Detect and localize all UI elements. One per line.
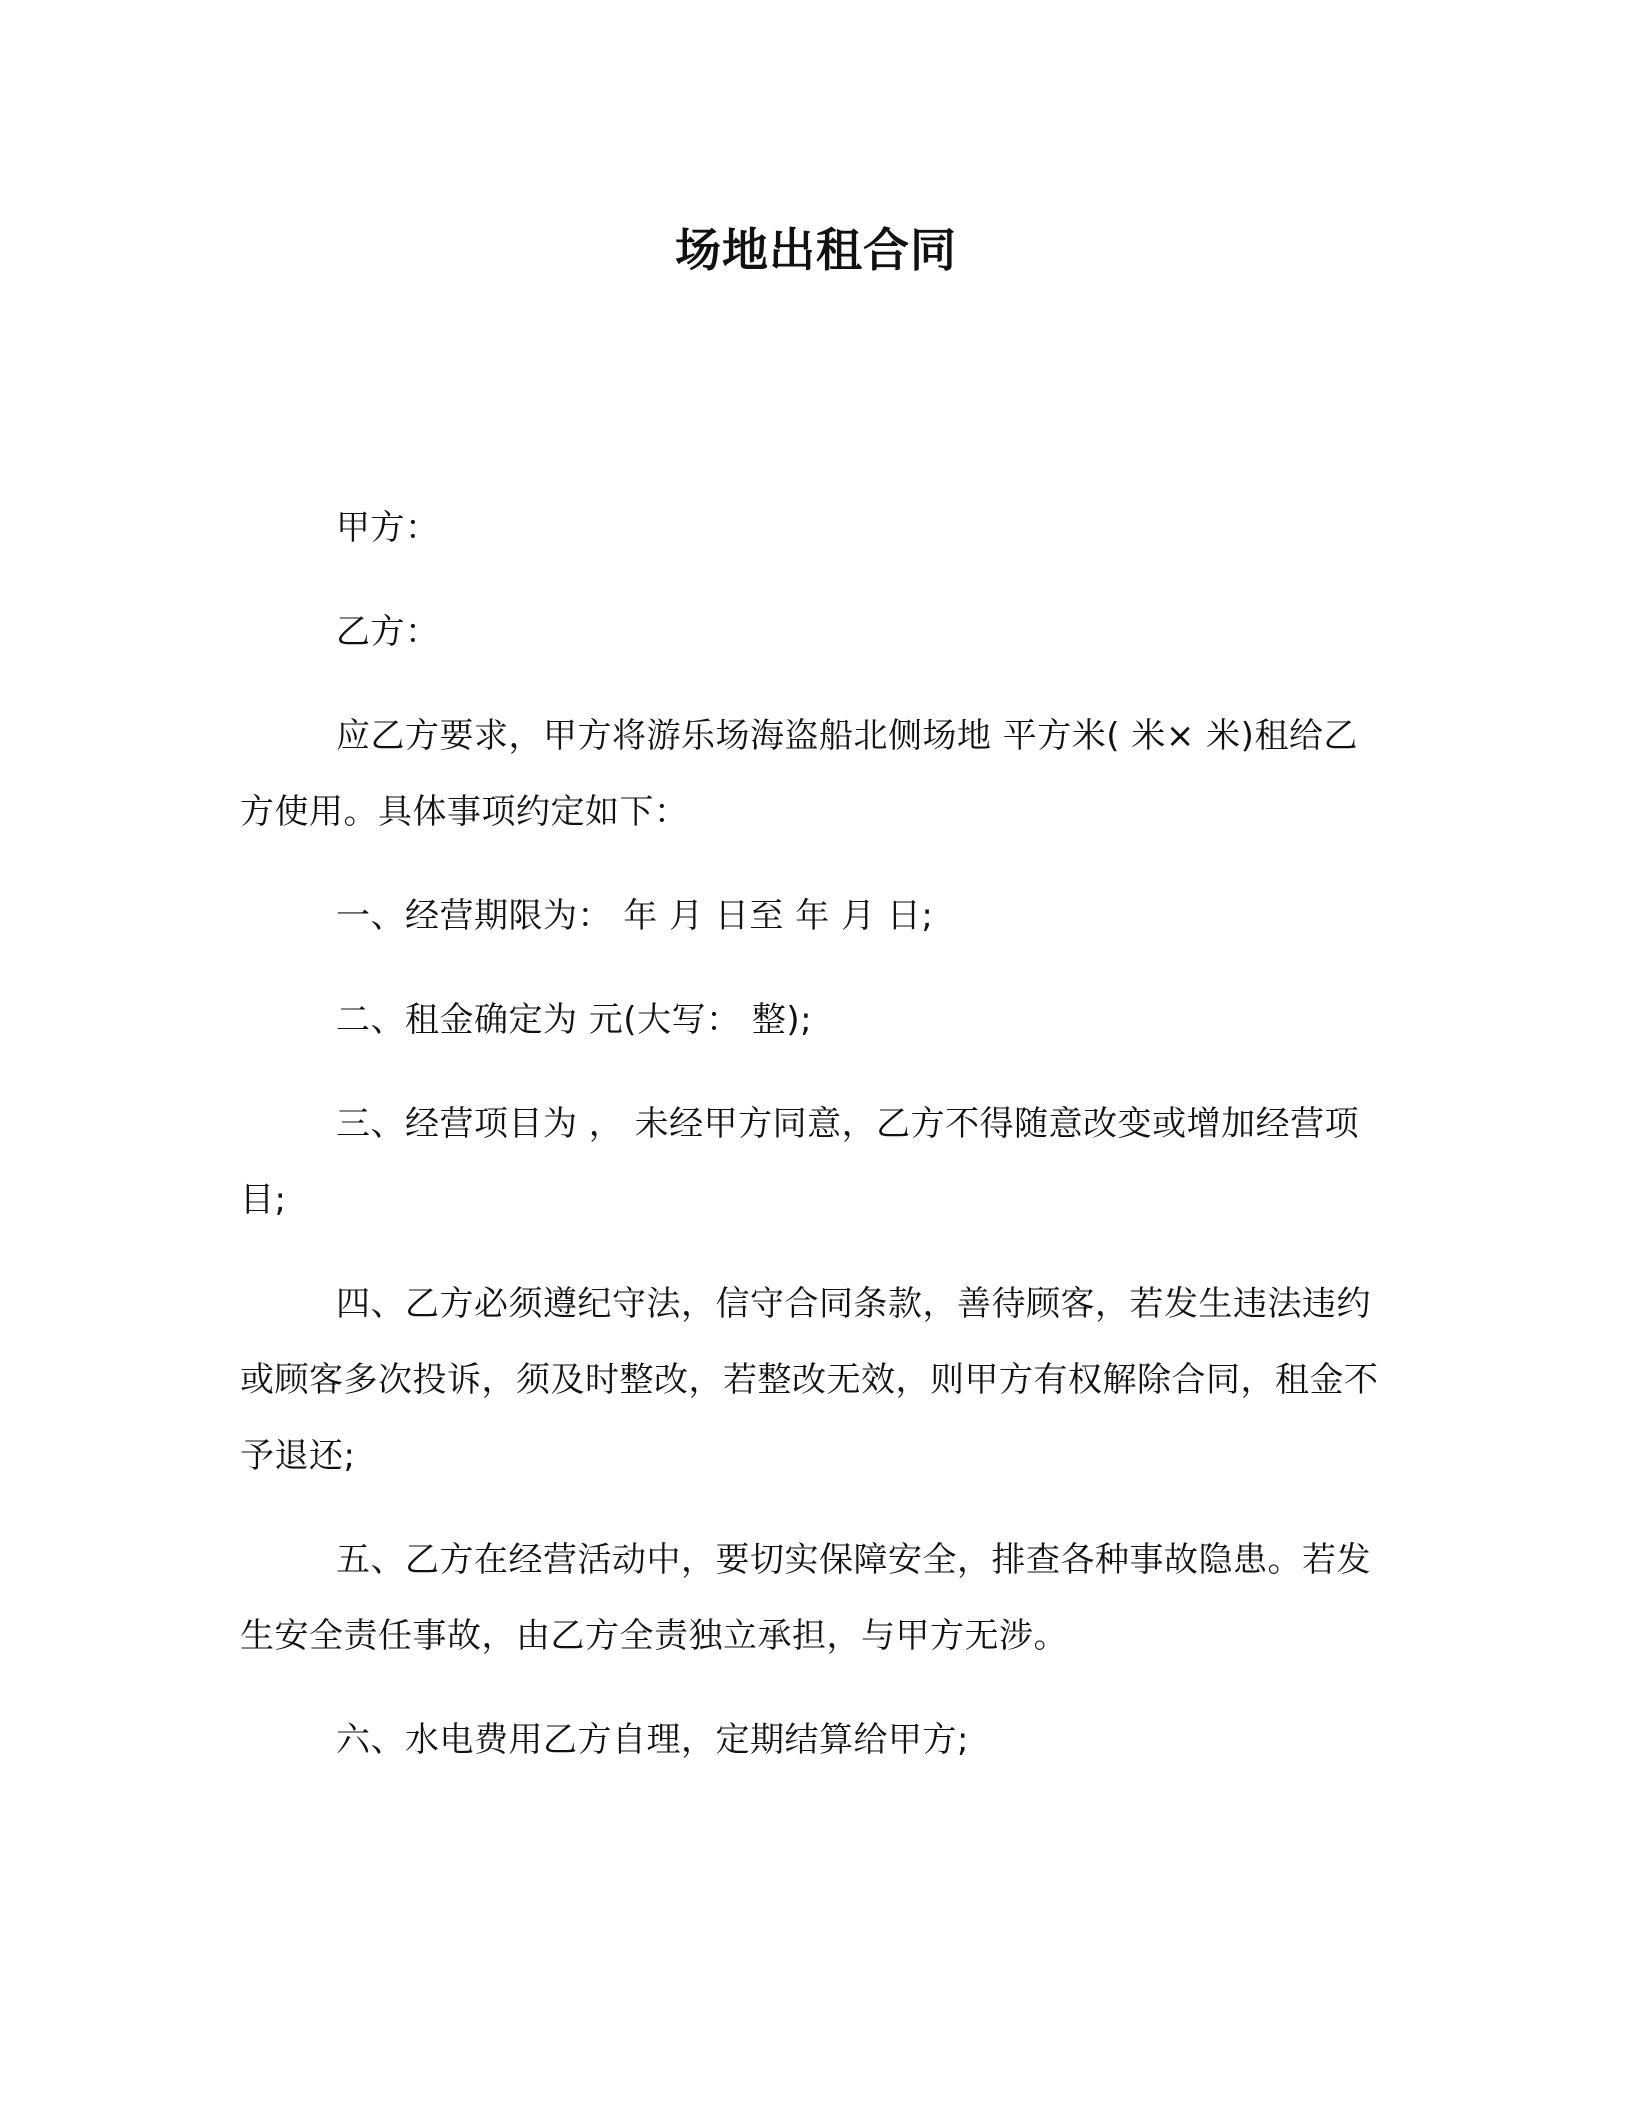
document-title: 场地出租合同 [675,223,957,277]
clause-3: 三、经营项目为 ， 未经甲方同意，乙方不得随意改变或增加经营项目; [240,1104,1360,1220]
clause-1: 一、经营期限为： 年 月 日至 年 月 日; [336,896,934,936]
clause-5: 五、乙方在经营活动中，要切实保障安全，排查各种事故隐患。若发生安全责任事故，由乙方全责独立承担，与甲方无涉。 [240,1540,1371,1656]
document-body [240,490,1390,1806]
intro-paragraph: 应乙方要求，甲方将游乐场海盗船北侧场地 平方米( 米× 米)租给乙方使用。具体事项约定如下： [240,716,1358,832]
clause-6: 六、水电费用乙方自理，定期结算给甲方; [336,1720,969,1760]
clause-2: 二、租金确定为 元(大写： 整); [336,1000,813,1040]
clause-4: 四、乙方必须遵纪守法，信守合同条款，善待顾客，若发生违法违约或顾客多次投诉，须及时整改，若整改无效，则甲方有权解除合同，租金不予退还; [240,1284,1379,1476]
party-b-line: 乙方： [336,612,440,652]
party-a-line: 甲方： [336,508,440,548]
